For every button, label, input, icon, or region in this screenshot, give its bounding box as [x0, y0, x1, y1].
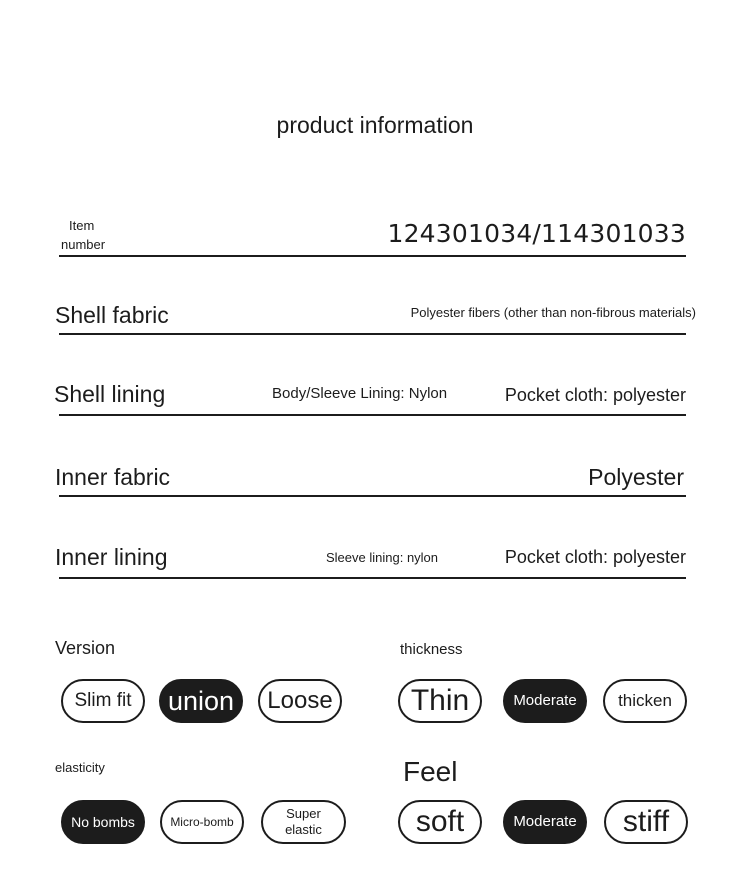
version-option-loose: Loose [258, 679, 342, 723]
shell-lining-value-body: Body/Sleeve Lining: Nylon [272, 385, 448, 402]
version-label: Version [55, 638, 116, 658]
shell-lining-value-pocket: Pocket cloth: polyester [504, 385, 686, 405]
shell-lining-label: Shell lining [54, 381, 166, 407]
inner-fabric-divider [59, 495, 686, 497]
inner-lining-value-sleeve: Sleeve lining: nylon [326, 550, 439, 565]
inner-fabric-value: Polyester [588, 464, 684, 490]
shell-lining-divider [59, 414, 686, 416]
inner-lining-value-pocket: Pocket cloth: polyester [504, 547, 686, 567]
elasticity-label: elasticity [55, 760, 105, 775]
feel-option-soft: soft [398, 800, 482, 844]
thickness-label: thickness [400, 641, 463, 658]
feel-option-moderate: Moderate [503, 800, 587, 844]
elasticity-option-super-elastic: Super elastic [261, 800, 346, 844]
item-number-value: 124301034/114301033 [387, 219, 686, 248]
shell-fabric-value: Polyester fibers (other than non-fibrous materials) [410, 305, 696, 320]
inner-fabric-label: Inner fabric [55, 464, 171, 490]
elasticity-option-no-bombs: No bombs [61, 800, 145, 844]
feel-option-stiff: stiff [604, 800, 688, 844]
thickness-option-thicken: thicken [603, 679, 687, 723]
thickness-option-moderate: Moderate [503, 679, 587, 723]
page-title: product information [276, 112, 474, 138]
elasticity-option-micro-bomb: Micro-bomb [160, 800, 244, 844]
item-number-divider [59, 255, 686, 257]
shell-fabric-label: Shell fabric [55, 302, 169, 328]
item-number-label-line2: number [61, 237, 106, 252]
inner-lining-label: Inner lining [55, 544, 168, 570]
version-option-slim-fit: Slim fit [61, 679, 145, 723]
item-number-label-line1: Item [69, 218, 95, 233]
feel-label: Feel [403, 756, 458, 787]
inner-lining-divider [59, 577, 686, 579]
shell-fabric-divider [59, 333, 686, 335]
thickness-option-thin: Thin [398, 679, 482, 723]
version-option-union: union [159, 679, 243, 723]
